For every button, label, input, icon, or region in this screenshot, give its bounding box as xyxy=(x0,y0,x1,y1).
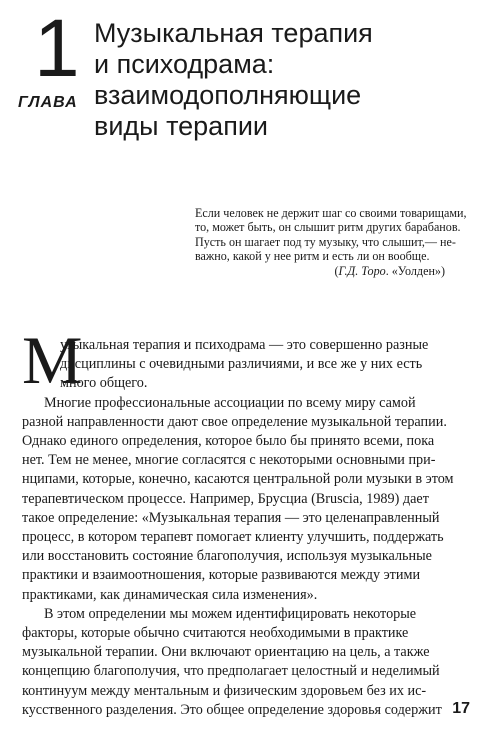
body-line: практиками, как динамическая сила изменения». xyxy=(22,586,318,603)
epigraph-attribution: (Г.Д. Торо. «Уолден») xyxy=(334,263,445,278)
body-line: Многие профессиональные ассоциации по всему миру самой xyxy=(44,394,416,411)
epigraph-source: «Уолден» xyxy=(391,263,441,278)
chapter-number: 1 xyxy=(34,3,78,94)
body-line: практики и взаимоотношения, которые развиваются между этими xyxy=(22,567,421,584)
epigraph-line: то, может быть, он слышит ритм других барабанов. xyxy=(195,220,461,235)
page-number: 17 xyxy=(452,700,470,717)
body-line: кусственного разделения. Это общее определение здоровья содержит xyxy=(22,701,442,718)
epigraph-line: важно, какой у нее ритм и есть ли он вообще. xyxy=(195,249,430,264)
chapter-title-line: Музыкальная терапия xyxy=(94,18,373,48)
body-line: узыкальная терапия и психодрама — это совершенно разные xyxy=(60,337,429,353)
body-line: нет. Тем не менее, многие согласятся с некоторыми основными при- xyxy=(22,452,436,469)
body-line: дисциплины с очевидными различиями, и все же у них есть xyxy=(60,356,423,373)
body-line: такое определение: «Музыкальная терапия — это целенаправленный xyxy=(22,509,440,526)
body-line: или восстановить состояние благополучия, используя музыкальные xyxy=(22,548,432,565)
body-text xyxy=(22,336,472,720)
body-line: много общего. xyxy=(60,375,148,392)
body-line: музыкальной терапии. Они включают ориентацию на цель, а также xyxy=(22,644,430,661)
chapter-title-line: взаимодополняющие xyxy=(94,80,362,110)
chapter-title xyxy=(94,18,474,142)
chapter-label: ГЛАВА xyxy=(18,94,78,111)
body-line: факторы, которые обычно считаются необходимыми в практике xyxy=(22,625,409,642)
chapter-title-line: и психодрама: xyxy=(94,49,275,79)
body-line: Однако единого определения, которое было бы принято всеми, пока xyxy=(22,433,435,450)
body-line: континуум между ментальным и физическим здоровьем без их ис- xyxy=(22,682,427,699)
body-line: терапевтическом процессе. Например, Брусциа (Bruscia, 1989) дает xyxy=(22,490,429,507)
epigraph xyxy=(195,206,467,278)
chapter-title-line: виды терапии xyxy=(94,111,268,141)
drop-cap: М xyxy=(22,322,83,398)
body-line: процесс, в котором терапевт помогает клиенту улучшить, поддержать xyxy=(22,529,444,546)
body-line: нципами, которые, конечно, касаются центральной роли музыки в этом xyxy=(22,471,454,488)
epigraph-author: Г.Д. Торо xyxy=(338,263,386,278)
epigraph-line: Если человек не держит шаг со своими товарищами, xyxy=(195,206,467,220)
body-line: разной направленности дают свое определение музыкальной терапии. xyxy=(22,413,447,430)
body-line: концепцию благополучия, что предполагает целостный и неделимый xyxy=(22,663,440,680)
epigraph-line: Пусть он шагает под ту музыку, что слышит,— не- xyxy=(195,234,456,249)
body-line: В этом определении мы можем идентифицировать некоторые xyxy=(44,605,417,622)
